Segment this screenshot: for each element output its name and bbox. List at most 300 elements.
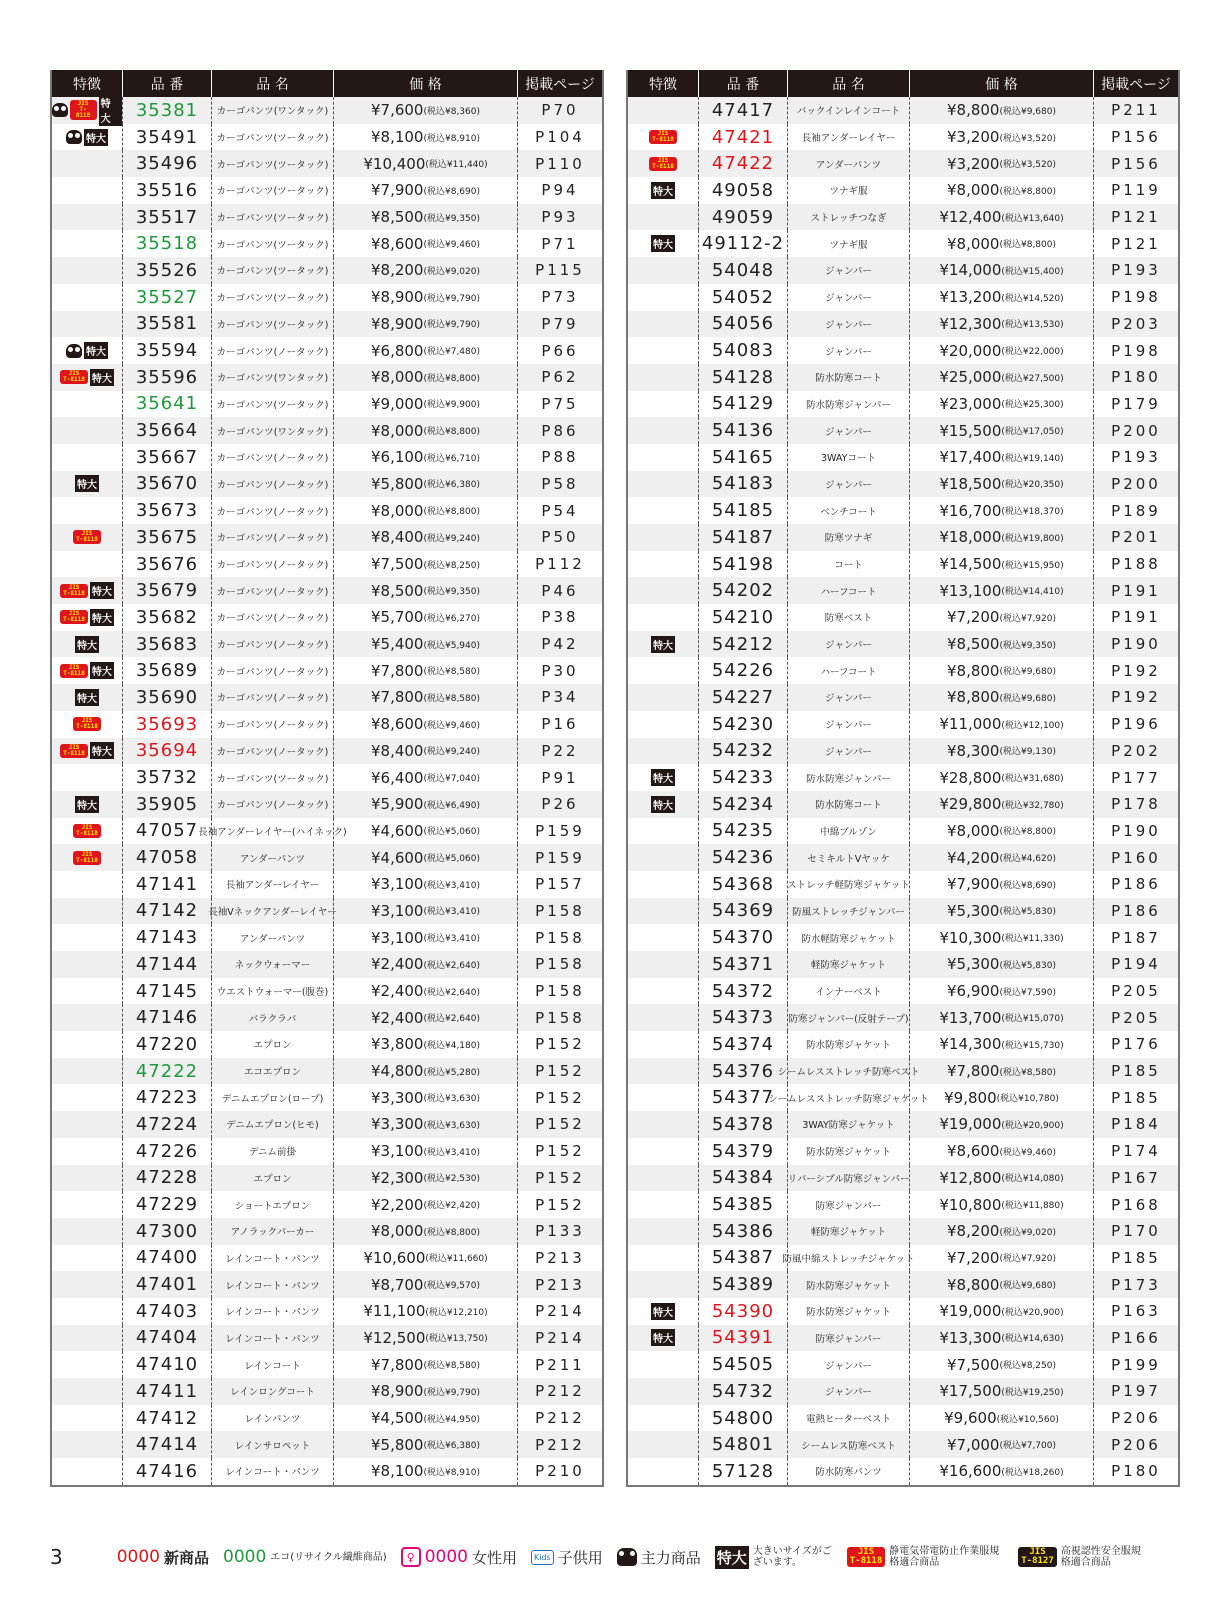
tax-included-price: (税込¥13,640)	[1001, 213, 1064, 224]
price-cell	[334, 497, 518, 524]
feature-cell	[52, 604, 123, 631]
feature-cell	[628, 738, 699, 765]
feature-cell	[52, 684, 123, 711]
tax-included-price: (税込¥9,790)	[423, 1387, 480, 1398]
price: ¥12,800	[939, 1168, 1002, 1187]
column-header: 品 番	[699, 70, 788, 97]
tax-included-price: (税込¥19,800)	[1001, 533, 1064, 544]
table-row	[628, 364, 1178, 391]
product-name: ハーフコート	[788, 657, 910, 684]
product-number: 47142	[123, 898, 212, 925]
tax-included-price: (税込¥7,040)	[423, 774, 480, 785]
tax-included-price: (税込¥3,410)	[423, 934, 480, 945]
product-name: カーゴパンツ(ノータック)	[212, 471, 334, 498]
price-cell	[910, 844, 1094, 871]
product-number: 35670	[123, 471, 212, 498]
price-cell	[910, 1405, 1094, 1432]
tax-included-price: (税込¥15,070)	[1001, 1014, 1064, 1025]
tax-included-price: (税込¥8,910)	[423, 133, 480, 144]
price-cell	[910, 818, 1094, 845]
mascot-icon	[66, 344, 82, 358]
tax-included-price: (税込¥25,300)	[1001, 400, 1064, 411]
page-ref: P206	[1111, 1409, 1161, 1428]
price: ¥14,300	[939, 1035, 1002, 1054]
product-name: レインコート・パンツ	[212, 1325, 334, 1352]
product-name: カーゴパンツ(ノータック)	[212, 684, 334, 711]
price-cell	[334, 1458, 518, 1485]
tax-included-price: (税込¥15,950)	[1001, 560, 1064, 571]
tokudai-icon: 特大	[651, 1329, 675, 1346]
price-cell	[334, 1298, 518, 1325]
table-row	[52, 230, 602, 257]
price: ¥7,200	[946, 1248, 1000, 1267]
feature-cell	[52, 551, 123, 578]
feature-cell	[52, 1138, 123, 1165]
price-cell	[910, 738, 1094, 765]
feature-cell	[628, 951, 699, 978]
page-ref: P173	[1111, 1275, 1161, 1294]
page-ref: P104	[535, 128, 585, 147]
tax-included-price: (税込¥8,580)	[423, 1361, 480, 1372]
product-name: 防風中綿ストレッチジャケット	[788, 1245, 910, 1272]
price-cell	[334, 577, 518, 604]
table-row	[628, 1378, 1178, 1405]
page-ref: P203	[1111, 314, 1161, 333]
table-row	[628, 1058, 1178, 1085]
page-ref: P192	[1111, 661, 1161, 680]
page-ref: P211	[535, 1355, 585, 1374]
tokudai-icon: 特大	[99, 94, 122, 126]
page-ref: P192	[1111, 688, 1161, 707]
price-cell	[910, 524, 1094, 551]
feature-cell	[52, 764, 123, 791]
jis-8127-icon: JIS T-8127	[1018, 1547, 1057, 1567]
table-row	[628, 311, 1178, 338]
table-row	[628, 738, 1178, 765]
price-cell	[910, 978, 1094, 1005]
product-number: 47404	[123, 1325, 212, 1352]
product-number: 35517	[123, 204, 212, 231]
product-number: 54371	[699, 951, 788, 978]
page-ref: P187	[1111, 928, 1161, 947]
product-name: ジャンパー	[788, 631, 910, 658]
tax-included-price: (税込¥9,020)	[423, 266, 480, 277]
jis-code: T-8118	[652, 136, 674, 144]
page-ref: P66	[541, 341, 579, 360]
page-ref: P133	[535, 1222, 585, 1241]
product-name: 防水防寒ジャケット	[788, 1271, 910, 1298]
product-number: 47411	[123, 1378, 212, 1405]
price-cell	[910, 177, 1094, 204]
feature-cell	[628, 818, 699, 845]
table-row	[628, 978, 1178, 1005]
price-cell	[910, 337, 1094, 364]
price-cell	[910, 1271, 1094, 1298]
price-cell	[334, 844, 518, 871]
product-name: 防水防寒ジャケット	[788, 1298, 910, 1325]
tax-included-price: (税込¥19,250)	[1001, 1387, 1064, 1398]
tax-included-price: (税込¥11,880)	[1001, 1201, 1064, 1212]
price: ¥7,800	[370, 1355, 424, 1374]
product-number: 35905	[123, 791, 212, 818]
feature-cell	[52, 1458, 123, 1485]
price: ¥19,000	[939, 1302, 1002, 1321]
jis-8118-icon	[73, 851, 101, 865]
price-cell	[910, 1378, 1094, 1405]
product-name: ベンチコート	[788, 497, 910, 524]
page-ref: P200	[1111, 421, 1161, 440]
price-cell	[334, 631, 518, 658]
page-ref: P91	[541, 768, 579, 787]
product-number: 54212	[699, 631, 788, 658]
page-ref: P180	[1111, 368, 1161, 387]
price: ¥17,500	[939, 1382, 1002, 1401]
jis-label: JIS	[68, 370, 80, 378]
price-cell	[910, 124, 1094, 151]
feature-cell	[628, 471, 699, 498]
feature-cell	[628, 1351, 699, 1378]
page-ref: P213	[535, 1248, 585, 1267]
price: ¥13,200	[939, 288, 1002, 307]
page-ref: P213	[535, 1275, 585, 1294]
table-row	[628, 791, 1178, 818]
feature-cell	[52, 978, 123, 1005]
price-cell	[334, 1378, 518, 1405]
feature-cell	[628, 1084, 699, 1111]
product-number: 47146	[123, 1004, 212, 1031]
feature-cell	[628, 631, 699, 658]
tax-included-price: (税込¥8,800)	[423, 373, 480, 384]
page-ref: P198	[1111, 288, 1161, 307]
product-number: 54234	[699, 791, 788, 818]
tax-included-price: (税込¥5,830)	[999, 907, 1056, 918]
product-number: 54128	[699, 364, 788, 391]
product-number: 47144	[123, 951, 212, 978]
column-header: 特徴	[52, 70, 123, 97]
product-name: 長袖アンダーレイヤー	[788, 124, 910, 151]
product-name: ショートエプロン	[212, 1191, 334, 1218]
tax-included-price: (税込¥9,350)	[423, 213, 480, 224]
table-row	[52, 444, 602, 471]
price-cell	[910, 1084, 1094, 1111]
product-name: 防水防寒ジャケット	[788, 1031, 910, 1058]
product-number: 54378	[699, 1111, 788, 1138]
table-row	[52, 471, 602, 498]
product-name: ジャンパー	[788, 738, 910, 765]
table-row	[52, 898, 602, 925]
tax-included-price: (税込¥5,940)	[423, 640, 480, 651]
page-ref: P205	[1111, 982, 1161, 1001]
product-name: レインロングコート	[212, 1378, 334, 1405]
price: ¥2,400	[370, 982, 424, 1001]
product-number: 54185	[699, 497, 788, 524]
tax-included-price: (税込¥3,520)	[999, 160, 1056, 171]
table-row	[628, 684, 1178, 711]
tax-included-price: (税込¥4,620)	[999, 854, 1056, 865]
product-number: 35693	[123, 711, 212, 738]
price-cell	[910, 604, 1094, 631]
price-cell	[910, 577, 1094, 604]
product-number: 35732	[123, 764, 212, 791]
price-cell	[334, 764, 518, 791]
product-number: 54369	[699, 898, 788, 925]
feature-cell	[628, 1378, 699, 1405]
product-name: ジャンパー	[788, 684, 910, 711]
feature-cell	[628, 97, 699, 124]
product-name: カーゴパンツ(ツータック)	[212, 257, 334, 284]
price: ¥8,200	[946, 1222, 1000, 1241]
price: ¥4,600	[370, 821, 424, 840]
legend-women: ♀ 0000 女性用	[401, 1547, 517, 1568]
page-ref: P42	[541, 635, 579, 654]
price-cell	[334, 738, 518, 765]
table-row	[628, 711, 1178, 738]
product-name: カーゴパンツ(ツータック)	[212, 764, 334, 791]
page-ref: P194	[1111, 955, 1161, 974]
legend-kids: Kids 子供用	[531, 1547, 603, 1568]
tax-included-price: (税込¥9,460)	[999, 1147, 1056, 1158]
feature-cell	[628, 684, 699, 711]
product-number: 47224	[123, 1111, 212, 1138]
table-row	[628, 604, 1178, 631]
tax-included-price: (税込¥9,240)	[423, 533, 480, 544]
product-number: 47229	[123, 1191, 212, 1218]
page-ref: P185	[1111, 1248, 1161, 1267]
product-name: 防寒ベスト	[788, 604, 910, 631]
page-ref: P156	[1111, 154, 1161, 173]
tax-included-price: (税込¥4,180)	[423, 1040, 480, 1051]
feature-cell	[52, 924, 123, 951]
product-name: 防水防寒ジャンパー	[788, 391, 910, 418]
page-ref: P58	[541, 474, 579, 493]
product-number: 47143	[123, 924, 212, 951]
page-ref: P26	[541, 795, 579, 814]
product-number: 54233	[699, 764, 788, 791]
feature-cell	[52, 871, 123, 898]
table-row	[52, 551, 602, 578]
product-name: カーゴパンツ(ツータック)	[212, 177, 334, 204]
page-ref: P110	[535, 154, 585, 173]
table-row	[52, 1405, 602, 1432]
product-name: ジャンパー	[788, 311, 910, 338]
table-row	[52, 150, 602, 177]
product-number: 35690	[123, 684, 212, 711]
product-number: 49058	[699, 177, 788, 204]
tax-included-price: (税込¥8,910)	[423, 1467, 480, 1478]
price: ¥8,100	[370, 128, 424, 147]
table-row	[52, 1431, 602, 1458]
price-cell	[910, 951, 1094, 978]
column-header: 価 格	[334, 70, 518, 97]
table-row	[628, 924, 1178, 951]
price-cell	[334, 1431, 518, 1458]
tax-included-price: (税込¥3,410)	[423, 880, 480, 891]
tax-included-price: (税込¥8,690)	[423, 186, 480, 197]
tax-included-price: (税込¥8,800)	[423, 1227, 480, 1238]
price-cell	[334, 1004, 518, 1031]
jis-8118-icon	[70, 100, 97, 120]
product-number: 35596	[123, 364, 212, 391]
price-cell	[910, 657, 1094, 684]
tokudai-icon: 特大	[651, 235, 675, 252]
table-row	[628, 1138, 1178, 1165]
product-number: 54227	[699, 684, 788, 711]
product-number: 54800	[699, 1405, 788, 1432]
jis-8118-icon	[73, 530, 101, 544]
page-ref: P188	[1111, 555, 1161, 574]
feature-cell	[628, 1218, 699, 1245]
product-name: インナーベスト	[788, 978, 910, 1005]
product-name: デニム前掛	[212, 1138, 334, 1165]
page-ref: P158	[535, 955, 585, 974]
price-cell	[334, 337, 518, 364]
price-cell	[334, 551, 518, 578]
price: ¥7,500	[370, 555, 424, 574]
product-name: アンダーパンツ	[788, 150, 910, 177]
product-name: リバーシブル防寒ジャンパー	[788, 1165, 910, 1192]
feature-cell	[628, 577, 699, 604]
feature-cell	[628, 1058, 699, 1085]
page-ref: P200	[1111, 474, 1161, 493]
product-name: 軽防寒ジャケット	[788, 1218, 910, 1245]
table-row	[628, 951, 1178, 978]
product-number: 54230	[699, 711, 788, 738]
page-ref: P185	[1111, 1088, 1161, 1107]
table-row	[52, 204, 602, 231]
product-number: 54391	[699, 1325, 788, 1352]
tax-included-price: (税込¥31,680)	[1001, 774, 1064, 785]
jis-code: T-8118	[63, 669, 85, 677]
price: ¥11,000	[939, 715, 1002, 734]
price-cell	[334, 657, 518, 684]
product-name: カーゴパンツ(ツータック)	[212, 124, 334, 151]
feature-cell	[628, 657, 699, 684]
feature-cell	[628, 791, 699, 818]
jis-8118-icon: JIS T-8118	[847, 1547, 886, 1567]
feature-cell	[628, 978, 699, 1005]
price: ¥8,000	[946, 821, 1000, 840]
product-name: ジャンパー	[788, 1378, 910, 1405]
price-cell	[334, 1031, 518, 1058]
table-row	[628, 1458, 1178, 1485]
legend-new: 0000 新商品	[116, 1547, 210, 1567]
page-ref: P163	[1111, 1302, 1161, 1321]
product-number: 54386	[699, 1218, 788, 1245]
page-ref: P210	[535, 1462, 585, 1481]
feature-cell	[52, 1431, 123, 1458]
page-ref: P214	[535, 1302, 585, 1321]
feature-cell	[52, 577, 123, 604]
page-ref: P73	[541, 288, 579, 307]
tax-included-price: (税込¥9,130)	[999, 747, 1056, 758]
product-name: 電熱ヒーターベスト	[788, 1405, 910, 1432]
feature-cell	[628, 1245, 699, 1272]
feature-cell	[52, 1084, 123, 1111]
page-ref: P202	[1111, 741, 1161, 760]
product-name: 防水防寒ジャケット	[788, 1138, 910, 1165]
product-name: ネックウォーマー	[212, 951, 334, 978]
tax-included-price: (税込¥22,000)	[1001, 347, 1064, 358]
product-number: 54384	[699, 1165, 788, 1192]
price-cell	[334, 711, 518, 738]
table-row	[52, 871, 602, 898]
price: ¥8,400	[370, 528, 424, 547]
tokudai-icon: 特大	[75, 636, 99, 653]
tax-included-price: (税込¥20,350)	[1001, 480, 1064, 491]
price: ¥12,400	[939, 208, 1002, 227]
price: ¥9,800	[944, 1088, 997, 1107]
feature-cell	[628, 444, 699, 471]
tax-included-price: (税込¥7,590)	[999, 987, 1056, 998]
feature-cell	[628, 1271, 699, 1298]
page-ref: P212	[535, 1382, 585, 1401]
price: ¥8,500	[946, 635, 1000, 654]
product-name: バラクラバ	[212, 1004, 334, 1031]
table-row	[628, 444, 1178, 471]
product-number: 54389	[699, 1271, 788, 1298]
product-name: バックインレインコート	[788, 97, 910, 124]
feature-cell	[52, 1111, 123, 1138]
page-ref: P46	[541, 581, 579, 600]
price-cell	[334, 1245, 518, 1272]
feature-cell	[52, 1218, 123, 1245]
page-ref: P190	[1111, 635, 1161, 654]
product-number: 47421	[699, 124, 788, 151]
page-ref: P199	[1111, 1355, 1161, 1374]
tax-included-price: (税込¥9,680)	[999, 106, 1056, 117]
price-cell	[334, 1111, 518, 1138]
product-name: カーゴパンツ(ワンタック)	[212, 364, 334, 391]
price: ¥8,300	[946, 741, 1000, 760]
tax-included-price: (税込¥3,630)	[423, 1094, 480, 1105]
feature-cell	[52, 150, 123, 177]
product-number: 47145	[123, 978, 212, 1005]
table-row	[52, 577, 602, 604]
tax-included-price: (税込¥6,490)	[423, 800, 480, 811]
product-number: 54187	[699, 524, 788, 551]
page-ref: P184	[1111, 1115, 1161, 1134]
table-row	[628, 1218, 1178, 1245]
tax-included-price: (税込¥10,780)	[996, 1094, 1059, 1105]
table-row	[628, 844, 1178, 871]
page-ref: P152	[535, 1195, 585, 1214]
table-row	[52, 1245, 602, 1272]
price-cell	[910, 257, 1094, 284]
table-row	[628, 898, 1178, 925]
table-row	[52, 684, 602, 711]
product-name: カーゴパンツ(ツータック)	[212, 150, 334, 177]
product-name: カーゴパンツ(ノータック)	[212, 711, 334, 738]
product-name: カーゴパンツ(ツータック)	[212, 230, 334, 257]
column-header: 品 番	[123, 70, 212, 97]
product-number: 35683	[123, 631, 212, 658]
product-number: 35527	[123, 284, 212, 311]
product-name: ハーフコート	[788, 577, 910, 604]
tax-included-price: (税込¥5,830)	[999, 960, 1056, 971]
table-row	[52, 284, 602, 311]
tax-included-price: (税込¥10,560)	[996, 1414, 1059, 1425]
tax-included-price: (税込¥9,240)	[423, 747, 480, 758]
page-ref: P22	[541, 741, 579, 760]
price: ¥8,900	[370, 288, 424, 307]
price-cell	[334, 1405, 518, 1432]
tax-included-price: (税込¥9,460)	[423, 240, 480, 251]
page-ref: P158	[535, 901, 585, 920]
feature-cell	[628, 924, 699, 951]
price-cell	[910, 417, 1094, 444]
jis-8118-icon	[60, 744, 88, 758]
jis-code: T-8118	[63, 589, 85, 597]
